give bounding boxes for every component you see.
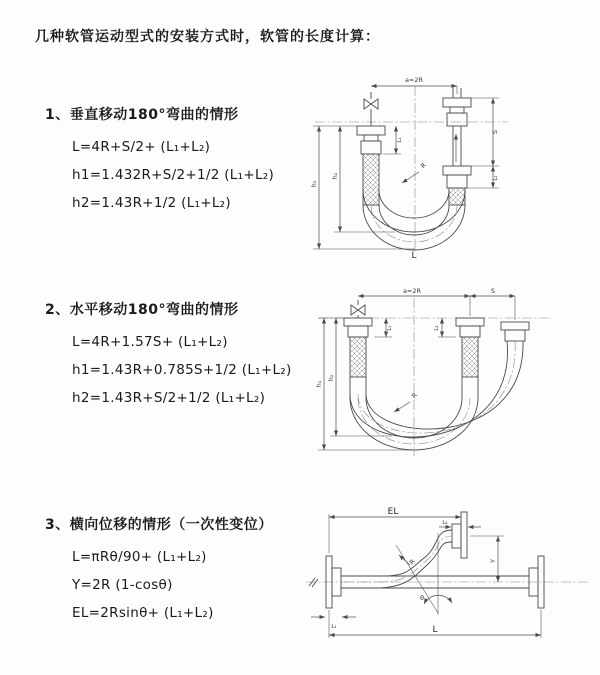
horizontal-bend-drawing bbox=[312, 286, 587, 464]
diagram-vertical-bend bbox=[303, 70, 598, 260]
vertical-bend-drawing bbox=[303, 70, 598, 260]
diagram-horizontal-bend bbox=[312, 286, 587, 464]
dimensions bbox=[311, 507, 541, 638]
hose-s-curve bbox=[341, 530, 452, 588]
right-fitting-label: L₂ bbox=[493, 175, 499, 181]
left-fitting-label: L₁ bbox=[387, 325, 393, 331]
effective-length-label: EL bbox=[387, 507, 399, 517]
valve-icon bbox=[364, 92, 378, 126]
offset-label: Y bbox=[489, 559, 497, 563]
formula-line: h2=1.43R+S/2+1/2 (L₁+L₂) bbox=[72, 390, 266, 406]
stroke-label: S bbox=[491, 129, 499, 135]
radius-label: R bbox=[410, 391, 420, 401]
left-fitting bbox=[357, 126, 385, 205]
centerlines bbox=[315, 86, 508, 252]
section-horizontal-bend bbox=[45, 299, 310, 412]
height-inner-label: h₂ bbox=[327, 374, 335, 382]
section-vertical-bend bbox=[45, 104, 310, 217]
formula-line: h2=1.43R+1/2 (L₁+L₂) bbox=[72, 195, 231, 211]
page-title: 几种软管运动型式的安装方式时，软管的长度计算： bbox=[35, 29, 380, 45]
right-fitting bbox=[501, 322, 529, 341]
section-lateral-offset bbox=[45, 514, 310, 627]
bottom-fitting-label: L₁ bbox=[331, 624, 337, 630]
section-2-heading: 2、水平移动180°弯曲的情形 bbox=[45, 302, 239, 318]
left-fitting-label: L₁ bbox=[397, 137, 403, 143]
top-right-flange bbox=[452, 512, 467, 558]
formula-line: L=πRθ/90+ (L₁+L₂) bbox=[72, 549, 207, 565]
middle-fitting bbox=[456, 318, 484, 398]
right-fitting-upper bbox=[443, 88, 471, 166]
formula-line: Y=2R (1-cosθ) bbox=[72, 577, 173, 593]
length-label: L bbox=[411, 251, 417, 260]
length-label: L bbox=[432, 625, 438, 635]
left-fitting bbox=[344, 318, 372, 398]
height-outer-label: h₁ bbox=[315, 380, 323, 388]
diagram-lateral-offset bbox=[298, 503, 598, 653]
height-outer-label: h₁ bbox=[310, 180, 318, 188]
formula-line: L=4R+1.57S+ (L₁+L₂) bbox=[72, 334, 228, 350]
height-inner-label: h₂ bbox=[331, 172, 339, 180]
section-3-heading: 3、横向位移的情形（一次性变位） bbox=[45, 517, 273, 533]
lateral-offset-drawing bbox=[298, 503, 598, 653]
span-label: a=2R bbox=[402, 287, 422, 295]
valve-icon bbox=[351, 300, 365, 318]
centerline-break-mark bbox=[309, 578, 318, 587]
top-fitting-label: L₂ bbox=[442, 520, 448, 526]
formula-line: h1=1.432R+S/2+1/2 (L₁+L₂) bbox=[72, 167, 275, 183]
span-label: a=2R bbox=[404, 76, 424, 84]
formula-line: h1=1.43R+0.785S+1/2 (L₁+L₂) bbox=[72, 362, 292, 378]
angle-label: θ bbox=[420, 594, 424, 602]
stroke-label: S bbox=[490, 287, 496, 295]
section-1-heading: 1、垂直移动180°弯曲的情形 bbox=[45, 107, 239, 123]
radius-label: R bbox=[407, 557, 417, 567]
radius-label: R bbox=[419, 161, 429, 171]
hose-arcs bbox=[350, 341, 523, 450]
formula-line: L=4R+S/2+ (L₁+L₂) bbox=[72, 139, 211, 155]
dimensions bbox=[315, 287, 515, 450]
formula-line: EL=2Rsinθ+ (L₁+L₂) bbox=[72, 605, 214, 621]
radius-construction bbox=[396, 533, 452, 615]
mid-fitting-label: L₂ bbox=[434, 325, 440, 331]
